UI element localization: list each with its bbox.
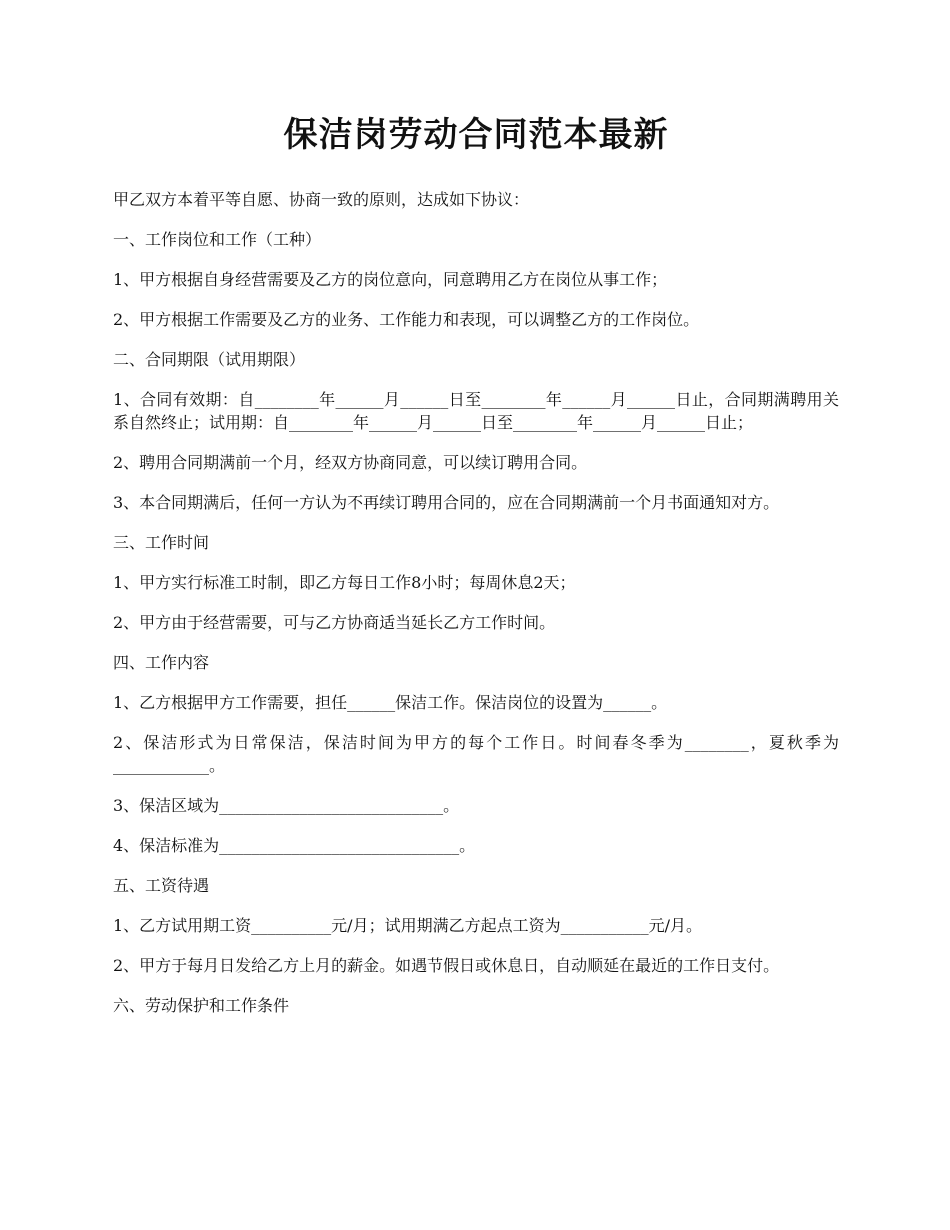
section-heading-2: 二、合同期限（试用期限） [113, 350, 306, 369]
section-heading-4: 四、工作内容 [113, 653, 210, 672]
clause-3-1: 1、甲方实行标准工时制，即乙方每日工作8小时；每周休息2天； [113, 573, 576, 592]
clause-2-1: 1、合同有效期：自________年______月______日至________年______月______日止，合同期满聘用关系自然终止；试用期：自________年______月______日至________年______月______日止； [113, 390, 839, 432]
clause-2-2: 2、聘用合同期满前一个月，经双方协商同意，可以续订聘用合同。 [113, 453, 588, 472]
section-heading-1: 一、工作岗位和工作（工种） [113, 230, 322, 249]
clause-1-2: 2、甲方根据工作需要及乙方的业务、工作能力和表现，可以调整乙方的工作岗位。 [113, 310, 700, 329]
clause-4-1: 1、乙方根据甲方工作需要，担任______保洁工作。保洁岗位的设置为______。 [113, 693, 668, 712]
clause-3-2: 2、甲方由于经营需要，可与乙方协商适当延长乙方工作时间。 [113, 613, 556, 632]
clause-4-2: 2、保洁形式为日常保洁，保洁时间为甲方的每个工作日。时间春冬季为________，夏秋季为____________。 [113, 733, 839, 775]
document-title: 保洁岗劳动合同范本最新 [283, 115, 669, 155]
clause-4-4: 4、保洁标准为______________________________。 [113, 836, 476, 855]
clause-5-2: 2、甲方于每月日发给乙方上月的薪金。如遇节假日或休息日，自动顺延在最近的工作日支付。 [113, 956, 780, 975]
section-heading-3: 三、工作时间 [113, 533, 210, 552]
clause-2-3: 3、本合同期满后，任何一方认为不再续订聘用合同的，应在合同期满前一个月书面通知对方。 [113, 493, 780, 512]
section-heading-5: 五、工资待遇 [113, 876, 210, 895]
clause-5-1: 1、乙方试用期工资__________元/月；试用期满乙方起点工资为___________元/月。 [113, 916, 702, 935]
section-heading-6: 六、劳动保护和工作条件 [113, 996, 290, 1015]
clause-4-3: 3、保洁区域为____________________________。 [113, 796, 460, 815]
paragraph-intro: 甲乙双方本着平等自愿、协商一致的原则，达成如下协议： [113, 190, 530, 209]
document-page [113, 110, 839, 1034]
clause-1-1: 1、甲方根据自身经营需要及乙方的岗位意向，同意聘用乙方在岗位从事工作； [113, 270, 668, 289]
